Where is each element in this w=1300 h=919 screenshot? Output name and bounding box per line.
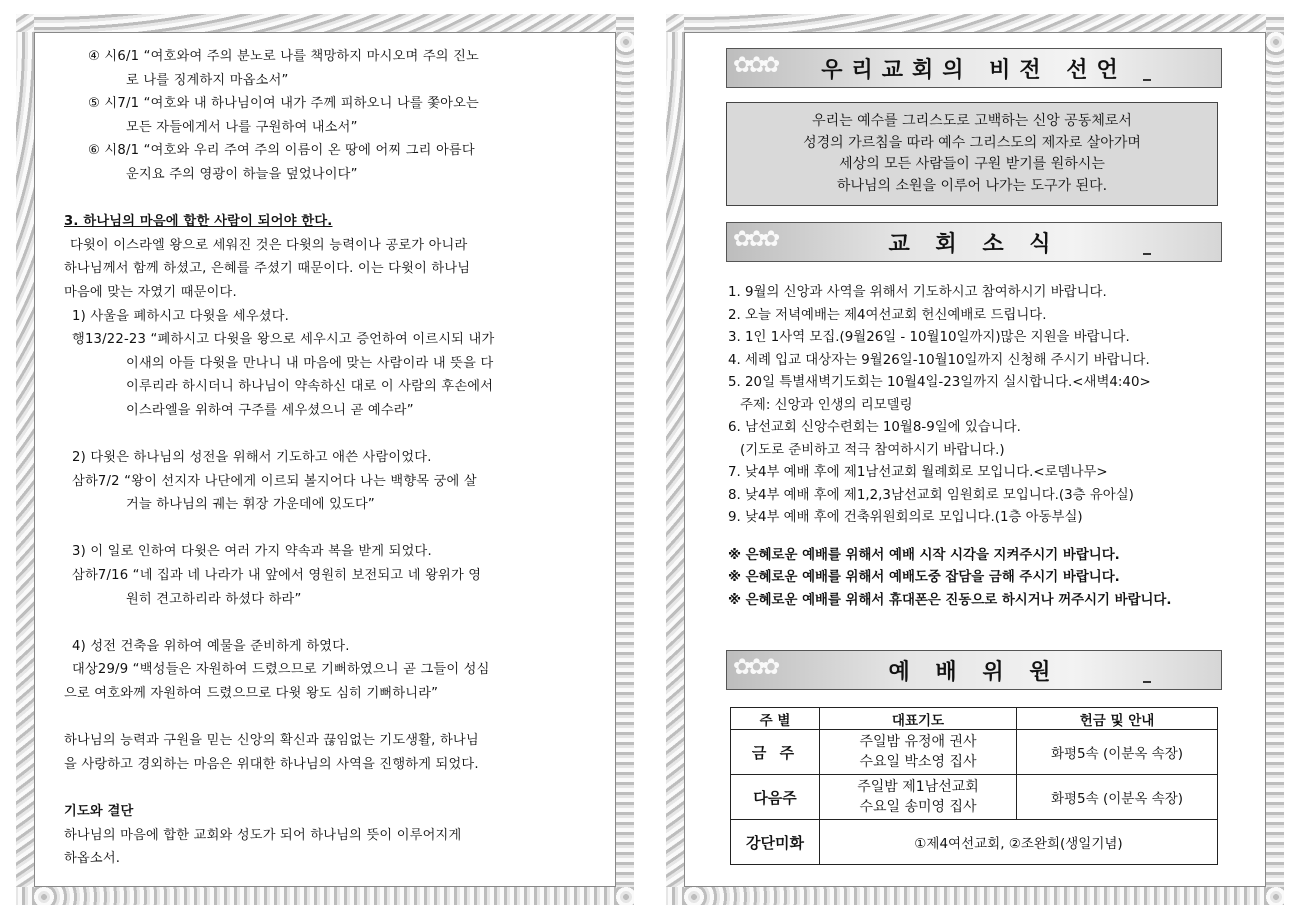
verse-3: ⑥ 시8/1 “여호와 우리 주여 주의 이름이 온 땅에 어찌 그리 아름다 [88,143,475,159]
worship-banner [726,650,1222,690]
news-item: (기도로 준비하고 적극 참여하시기 바랍니다.) [740,442,1005,458]
news-item: 7. 낮4부 예배 후에 제1남선교회 월례회로 모입니다.<로뎀나무> [728,465,1108,480]
point-4-line: 으로 여호와께 자원하여 드렸으므로 다윗 왕도 심히 기뻐하니라” [64,686,439,702]
point-2-line: 거늘 하나님의 궤는 휘장 가운데에 있도다” [126,497,375,513]
prayer-cell: 주일밤 유정애 권사 수요일 박소영 집사 [820,730,1017,775]
flower-value: ①제4여선교회, ②조완희(생일기념) [820,820,1218,865]
news-item: 4. 세례 입교 대상자는 9월26일-10월10일까지 신청해 주시기 바랍니다. [728,352,1150,368]
offering-cell: 화평5속 (이분옥 속장) [1017,730,1218,775]
news-title: 교 회 소 식 [888,232,1060,257]
point-1-title: 1) 사울을 폐하시고 다윗을 세우셨다. [72,308,290,324]
news-item: 2. 오늘 저녁예배는 제4여선교회 헌신예배로 드립니다. [728,307,1047,323]
vision-line: 세상의 모든 사람들이 구원 받기를 원하시는 [839,156,1105,172]
point-4-title: 4) 성전 건축을 위하여 예물을 준비하게 하였다. [72,638,350,654]
vision-line: 성경의 가르침을 따라 예수 그리스도의 제자로 살아가며 [803,134,1141,151]
news-item: 5. 20일 특별새벽기도회는 10월4일-23일까지 실시합니다.<새벽4:40> [728,375,1151,390]
table-header: 헌금 및 안내 [1017,708,1218,730]
point-2-title: 2) 다윗은 하나님의 성전을 위해서 기도하고 애쓴 사람이었다. [72,450,432,466]
daisy-icon: ✿✿✿ [733,655,777,680]
point-3-ref: 삼하7/16 “네 집과 네 나라가 내 앞에서 영원히 보전되고 네 왕위가 영 [72,568,482,584]
vision-line: 하나님의 소원을 이루어 나가는 도구가 된다. [836,177,1108,194]
table-header: 주 별 [731,708,820,730]
verse-2-cont: 모든 자들에게서 나를 구원하여 내소서” [126,119,358,135]
point-3-line: 원히 견고하리라 하셨다 하라” [126,591,302,607]
summary-line: 하나님의 능력과 구원을 믿는 신앙의 확신과 끊임없는 기도생활, 하나님 [64,733,479,749]
point-1-line: 이새의 아들 다윗을 만나니 내 마음에 맞는 사람이라 내 뜻을 다 [126,355,494,371]
news-item: 3. 1인 1사역 모집.(9월26일 - 10월10일까지)많은 지원을 바랍니다. [728,330,1130,345]
verse-1: ④ 시6/1 “여호와여 주의 분노로 나를 책망하지 마시오며 주의 진노 [88,49,479,64]
vision-statement [726,102,1218,206]
table-row [731,775,1218,820]
prayer-cell: 주일밤 제1남선교회 수요일 송미영 집사 [820,775,1017,820]
verse-1-cont: 로 나를 징계하지 마옵소서” [126,72,289,88]
news-item: 1. 9월의 신앙과 사역을 위해서 기도하시고 참여하시기 바랍니다. [728,285,1107,300]
point-2-ref: 삼하7/2 “왕이 선지자 나단에게 이르되 볼지어다 나는 백향목 궁에 살 [72,473,477,489]
vision-banner [726,48,1222,88]
prayer-title: 기도와 결단 [64,804,134,819]
verse-3-cont: 운지요 주의 영광이 하늘을 덮었나이다” [126,166,358,182]
news-banner [726,222,1222,262]
offering-cell: 화평5속 (이분옥 속장) [1017,775,1218,820]
news-item: 주제: 신앙과 인생의 리모델링 [740,397,913,413]
news-item: 8. 낮4부 예배 후에 제1,2,3남선교회 임원회로 모입니다.(3층 유아실) [728,487,1134,503]
point-1-line: 이스라엘을 위하여 구주를 세우셨으니 곧 예수라” [126,402,414,418]
left-text [64,45,594,871]
intro-line: 다윗이 이스라엘 왕으로 세워진 것은 다윗의 능력이나 공로가 아니라 [70,237,468,253]
section-3-heading: 3. 하나님의 마음에 합한 사람이 되어야 한다. [64,214,333,230]
prayer-line: 하옵소서. [64,851,121,867]
notice-line: ※ 은혜로운 예배를 위해서 예배 시작 시각을 지켜주시기 바랍니다. [728,547,1120,563]
vision-title: 우리교회의 비전 선언 [821,58,1127,83]
prayer-line: 하나님의 마음에 합한 교회와 성도가 되어 하나님의 뜻이 이루어지게 [64,827,462,843]
daisy-icon: ✿✿✿ [733,227,777,252]
week-cell: 다음주 [731,775,820,820]
point-4-ref: 대상29/9 “백성들은 자원하여 드렸으므로 기뻐하였으니 곧 그들이 성심 [72,662,490,678]
point-3-title: 3) 이 일로 인하여 다윗은 여러 가지 약속과 복을 받게 되었다. [72,544,432,560]
intro-line: 하나님께서 함께 하셨고, 은혜를 주셨기 때문이다. 이는 다윗이 하나님 [64,261,471,277]
summary-line: 을 사랑하고 경외하는 마음은 위대한 하나님의 사역을 진행하게 되었다. [64,756,479,772]
worship-title: 예 배 위 원 [888,660,1060,685]
intro-line: 마음에 맞는 자였기 때문이다. [64,284,237,300]
table-row [731,730,1218,775]
point-1-line: 이루리라 하시더니 하나님이 약속하신 대로 이 사람의 후손에서 [126,379,494,395]
daisy-icon: ✿✿✿ [733,53,777,78]
vision-line: 우리는 예수를 그리스도로 고백하는 신앙 공동체로서 [812,113,1132,129]
verse-2: ⑤ 시7/1 “여호와 내 하나님이여 내가 주께 피하오니 나를 쫓아오는 [88,96,479,112]
point-1-ref: 행13/22-23 “폐하시고 다윗을 왕으로 세우시고 증언하여 이르시되 내가 [72,332,495,348]
news-item: 6. 남선교회 신앙수련회는 10월8-9일에 있습니다. [728,420,1021,435]
worship-committee-table [730,707,1218,865]
table-header: 대표기도 [820,708,1017,730]
table-row [731,820,1218,865]
notice-line: ※ 은혜로운 예배를 위해서 휴대폰은 진동으로 하시거나 꺼주시기 바랍니다. [728,592,1172,608]
week-cell: 금 주 [731,730,820,775]
notice-line: ※ 은혜로운 예배를 위해서 예배도중 잡담을 금해 주시기 바랍니다. [728,570,1120,585]
news-list [728,282,1228,612]
news-item: 9. 낮4부 예배 후에 건축위원회의로 모입니다.(1층 아동부실) [728,510,1083,525]
flower-label: 강단미화 [731,820,820,865]
